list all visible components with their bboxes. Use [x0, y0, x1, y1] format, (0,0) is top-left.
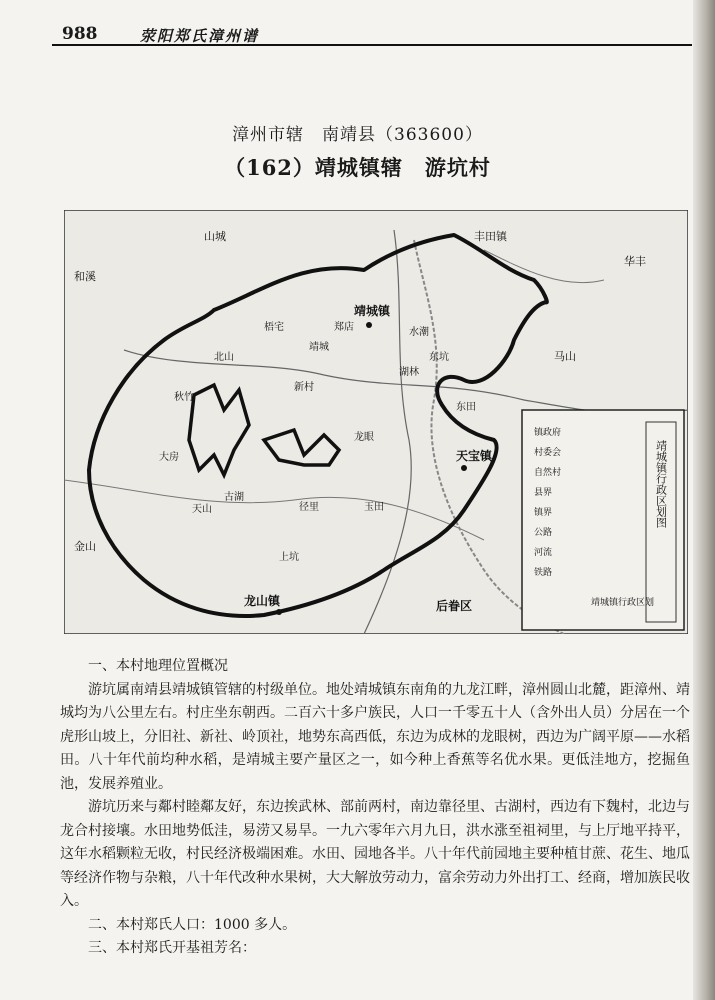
- map-label: 径里: [299, 502, 319, 513]
- map-label: 东坑: [429, 352, 449, 363]
- map-legend-label: 靖城镇行政区划: [591, 598, 655, 608]
- map-label: 湖林: [399, 367, 419, 378]
- map-inset-label: 自然村: [534, 468, 562, 478]
- section-heading-location: 一、本村地理位置概况: [88, 658, 228, 674]
- map-label: 靖城: [309, 342, 329, 353]
- region-title: 漳州市辖 南靖县（363600）: [232, 125, 483, 145]
- scan-edge-shadow: [693, 0, 715, 1000]
- town-marker-icon: [276, 609, 282, 615]
- section-population: 二、本村郑氏人口：1000 多人。: [88, 916, 297, 933]
- book-title: 荥阳郑氏漳州谱: [140, 27, 260, 45]
- map-label: 北山: [214, 352, 234, 363]
- map-inset-label: 镇政府: [534, 428, 562, 438]
- article-body: [60, 655, 690, 961]
- map-label: 新村: [294, 382, 314, 393]
- map-inset-label: 河流: [534, 548, 553, 558]
- map-label: 后眷区: [436, 599, 473, 613]
- map-label: 靖城镇: [354, 304, 391, 318]
- map-label: 天山: [192, 504, 212, 515]
- paragraph-location: 游坑属南靖县靖城镇管辖的村级单位。地处靖城镇东南角的九龙江畔，漳州圆山北麓，距漳州、靖城均为八公里左右。村庄坐东朝西。二百六十多户族民，人口一千零五十人（含外出人员）分居在一个虎形山坡上，分旧社、新社、岭顶社，地势东高西低，东边为成林的龙眼树，西边为广阔平原——水稻田。八十年代前均种水稻，是靖城主要产量区之一，如今种上香蕉等名优水果。更低洼地方，挖掘鱼池，发展养殖业。: [60, 681, 690, 792]
- paragraph-history: 游坑历来与鄰村睦鄰友好，东边挨武林、部前两村，南边靠径里、古湖村，西边有下魏村，北边与龙合村接壤。水田地势低洼，易涝又易旱。一九六零年六月九日，洪水涨至祖祠里，与上厅地平持平，这年水稻颗粒无收，村民经济极端困难。水田、园地各半。八十年代前园地主要种植甘蔗、花生、地瓜等经济作物与杂粮，八十年代改种水果树，大大解放劳动力，富余劳动力外出打工、经商，增加族民收入。: [60, 799, 690, 909]
- map-label: 郑店: [334, 322, 354, 333]
- map-inset-title: 靖城镇行政区划图: [654, 440, 668, 528]
- map-label: 东田: [456, 402, 476, 413]
- map-label: 上坑: [279, 552, 299, 563]
- map-label: 山城: [204, 230, 226, 243]
- village-map: [64, 210, 688, 634]
- map-label: 龙眼: [354, 432, 374, 443]
- map-label: 秋竹: [174, 392, 194, 403]
- map-label: 古湖: [224, 492, 244, 503]
- town-marker-icon: [461, 465, 467, 471]
- map-label: 天宝镇: [456, 449, 493, 463]
- map-label: 马山: [554, 350, 576, 363]
- map-inset-label: 公路: [534, 528, 553, 538]
- map-label: 金山: [74, 540, 96, 553]
- header-rule: [52, 44, 692, 46]
- page-number: 988: [62, 24, 98, 44]
- map-label: 梧宅: [264, 322, 284, 333]
- section-founder: 三、本村郑氏开基祖芳名：: [88, 940, 256, 956]
- map-label: 水潮: [409, 327, 429, 338]
- map-inset-label: 镇界: [534, 508, 553, 518]
- map-label: 华丰: [624, 255, 646, 268]
- map-inset-label: 县界: [534, 488, 553, 498]
- map-label: 玉田: [364, 502, 384, 513]
- map-label: 龙山镇: [244, 594, 281, 608]
- village-title: （162）靖城镇辖 游坑村: [224, 155, 491, 180]
- map-label: 丰田镇: [474, 230, 507, 243]
- map-inset-label: 铁路: [534, 568, 553, 578]
- town-marker-icon: [366, 322, 372, 328]
- map-label: 大房: [159, 452, 179, 463]
- map-inset-label: 村委会: [534, 448, 562, 458]
- map-label: 和溪: [74, 270, 96, 283]
